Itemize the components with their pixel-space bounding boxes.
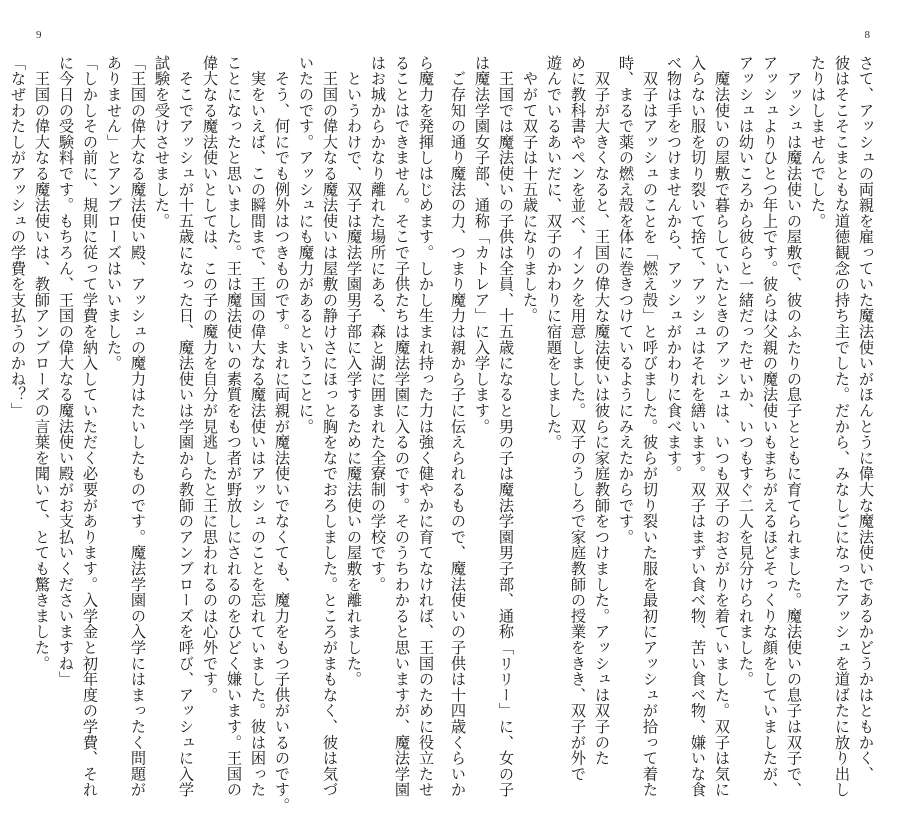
text-line: 偉大なる魔法使いとしては、この子の魔力を自分が見逃したと王に思われるのは心外です。: [201, 55, 219, 703]
text-line: 実をいえば、この瞬間まで、王国の偉大なる魔法使いはアッシュのことを忘れていました。彼は困った: [249, 55, 267, 798]
text-line: さて、アッシュの両親を雇っていた魔法使いがほんとうに偉大な魔法使いであるかどうかはともかく、: [857, 55, 875, 782]
text-line: 入らない服を切り裂いて捨て、アッシュはそれを繕います。双子はまずい食べ物、苦い食べ物、嫌いな食: [689, 55, 707, 798]
text-line: アッシュは幼いころから彼らと一緒だったせいか、いつもすぐ二人を見分けられました。: [737, 55, 755, 687]
text-line: というわけで、双子は魔法学園男子部に入学するために魔法使いの屋敷を離れました。: [345, 55, 363, 687]
text-line: 遊んでいるあいだに、双子のかわりに宿題をしました。: [545, 55, 563, 450]
text-line: 彼はそこそこまともな道徳観念の持ち主でした。だから、みなしごになったアッシュを道ばたに放り出し: [833, 55, 851, 798]
text-line: やがて双子は十五歳になりました。: [521, 55, 539, 324]
text-line: 「なぜわたしがアッシュの学費を支払うのかね？」: [9, 55, 27, 419]
text-line: そう、何にでも例外はつきものです。まれに両親が魔法使いでなくても、魔力をもつ子供がいるのです。: [273, 55, 291, 813]
text-line: 王国では魔法使いの子供は全員、十五歳になると男の子は魔法学園男子部、通称「リリー」に、女の子: [497, 55, 515, 798]
text-line: アッシュは魔法使いの屋敷で、彼のふたりの息子とともに育てられました。魔法使いの息子は双子で、: [785, 55, 803, 798]
text-line: ら魔力を発揮しはじめます。しかし生まれ持った力は強く健やかに育てなければ、王国のために役立たせ: [417, 55, 435, 798]
text-line: いたのです。アッシュにも魔力があるということに。: [297, 55, 315, 435]
text-line: に今日の受験料です。もちろん、王国の偉大なる魔法使い殿がお支払いくださいますね」: [57, 55, 75, 687]
text-line: ご存知の通り魔法の力、つまり魔力は親から子に伝えられるもので、魔法使いの子供は十四歳くらいか: [449, 55, 467, 798]
right-page-body: [449, 55, 878, 798]
right-page: [449, 0, 900, 798]
page-number-left: 9: [36, 29, 42, 41]
text-line: はお城からかなり離れた場所にある、森と湖に囲まれた全寮制の学校です。: [369, 55, 387, 593]
text-line: ることはできません。そこで子供たちは魔法学園に入るのです。そのうちわかると思いますが、魔法学園: [393, 55, 411, 798]
text-line: 王国の偉大なる魔法使いは、教師アンブローズの言葉を聞いて、とても驚きました。: [33, 55, 51, 672]
text-line: は魔法学園女子部、通称「カトレア」に入学します。: [473, 55, 491, 435]
text-line: 「しかしその前に、規則に従って学費を納入していただく必要があります。入学金と初年度の学費、それ: [81, 55, 99, 798]
text-line: 王国の偉大なる魔法使いは屋敷の静けさにほっと胸をなでおろしました。ところがまもなく、彼は気づ: [321, 55, 339, 798]
text-line: 双子はアッシュのことを「燃え殻」と呼びました。彼らが切り裂いた服を最初にアッシュが拾って着た: [641, 55, 659, 798]
text-line: 「王国の偉大なる魔法使い殿、アッシュの魔力はたいしたものです。魔法学園の入学にはまったく問題が: [129, 55, 147, 798]
text-line: 魔法使いの屋敷で暮らしていたときのアッシュは、いつも双子のおさがりを着ていました。双子は気に: [713, 55, 731, 798]
text-line: べ物は手をつけませんから、アッシュがかわりに食べます。: [665, 55, 683, 482]
text-line: ことになったと思いました。王は魔法使いの素質をもつ者が野放しにされるのをひどく嫌います。王国の: [225, 55, 243, 798]
left-page-body: [9, 55, 438, 813]
page-number-right: 8: [864, 29, 870, 41]
text-line: アッシュよりひとつ年上です。彼らは父親の魔法使いもまちがえるほどそっくりな顔をしていましたが、: [761, 55, 779, 798]
text-line: 時、まるで薬の燃え殻を体に巻きつけているようにみえたからです。: [617, 55, 635, 545]
text-line: ありません」とアンブローズはいいました。: [105, 55, 123, 371]
text-line: 試験を受けさせました。: [153, 55, 171, 229]
text-line: 双子が大きくなると、王国の偉大な魔法使いは彼らに家庭教師をつけました。アッシュは双子のた: [593, 55, 611, 766]
text-line: そこでアッシュが十五歳になった日、魔法使いは学園から教師のアンブローズを呼び、アッシュに入学: [177, 55, 195, 798]
text-line: めに教科書やペンを並べ、インクを用意しました。双子のうしろで家庭教師の授業をきき、双子が外で: [569, 55, 587, 782]
text-line: たりはしませんでした。: [809, 55, 827, 229]
